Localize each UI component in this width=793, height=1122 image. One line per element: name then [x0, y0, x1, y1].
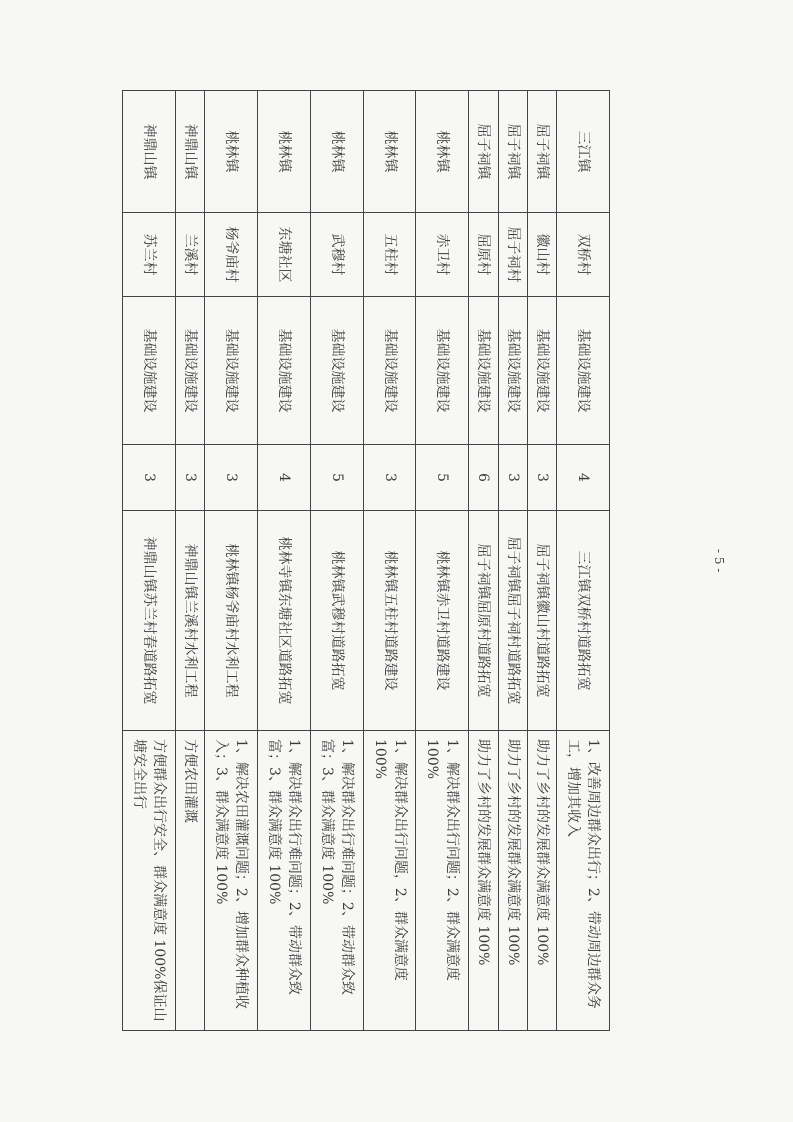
town-cell: 神鼎山镇	[175, 91, 204, 213]
category-cell: 基础设施建设	[363, 297, 416, 445]
town-cell: 神鼎山镇	[123, 91, 176, 213]
town-cell: 屈子祠镇	[498, 91, 527, 213]
project-cell: 桃林寺镇东塘社区道路拓宽	[258, 511, 311, 731]
town-cell: 桃林镇	[416, 91, 469, 213]
table-row	[205, 91, 258, 1031]
village-cell: 双桥村	[557, 213, 610, 297]
benefit-cell: 1、解决农田灌溉问题；2、增加群众种植收入；3、群众满意度 100%	[205, 731, 258, 1031]
table-row	[469, 91, 498, 1031]
category-cell: 基础设施建设	[205, 297, 258, 445]
amount-cell: 3	[123, 445, 176, 511]
benefit-cell: 1、解决群众出行难问题；2、带动群众致富；3、群众满意度 100%	[310, 731, 363, 1031]
town-cell: 桃林镇	[205, 91, 258, 213]
benefit-cell: 助力了乡村的发展群众满意度 100%	[498, 731, 527, 1031]
category-cell: 基础设施建设	[557, 297, 610, 445]
project-cell: 桃林镇赤卫村道路建设	[416, 511, 469, 731]
page-number: - 5 -	[712, 549, 726, 573]
town-cell: 屈子祠镇	[469, 91, 498, 213]
amount-cell: 3	[175, 445, 204, 511]
amount-cell: 3	[205, 445, 258, 511]
project-cell: 桃林镇武穆村道路拓宽	[310, 511, 363, 731]
category-cell: 基础设施建设	[175, 297, 204, 445]
category-cell: 基础设施建设	[416, 297, 469, 445]
project-cell: 屈子祠镇屈原村道路拓宽	[469, 511, 498, 731]
table-row	[123, 91, 176, 1031]
category-cell: 基础设施建设	[310, 297, 363, 445]
amount-cell: 4	[258, 445, 311, 511]
rotated-table-wrapper	[122, 90, 610, 1030]
village-cell: 杨爷庙村	[205, 213, 258, 297]
project-cell: 桃林镇五柱村道路建设	[363, 511, 416, 731]
category-cell: 基础设施建设	[258, 297, 311, 445]
category-cell: 基础设施建设	[469, 297, 498, 445]
table-row	[527, 91, 556, 1031]
project-cell: 桃林镇杨爷庙村水利工程	[205, 511, 258, 731]
benefit-cell: 助力了乡村的发展群众满意度 100%	[469, 731, 498, 1031]
table-row	[175, 91, 204, 1031]
project-cell: 屈子祠镇徽山村道路拓宽	[527, 511, 556, 731]
project-table-body	[123, 91, 610, 1031]
benefit-cell: 方便群众出行安全、群众满意度 100%保证山塘安全出行	[123, 731, 176, 1031]
table-row	[310, 91, 363, 1031]
amount-cell: 3	[363, 445, 416, 511]
project-cell: 神鼎山镇兰溪村水利工程	[175, 511, 204, 731]
project-cell: 三江镇双桥村道路拓宽	[557, 511, 610, 731]
village-cell: 兰溪村	[175, 213, 204, 297]
village-cell: 赤卫村	[416, 213, 469, 297]
table-row	[416, 91, 469, 1031]
benefit-cell: 1、改善周边群众出行；2、带动周边群众务工，增加其收入	[557, 731, 610, 1031]
amount-cell: 3	[527, 445, 556, 511]
amount-cell: 5	[416, 445, 469, 511]
table-row	[498, 91, 527, 1031]
table-row	[557, 91, 610, 1031]
benefit-cell: 1、解决群众出行问题；2、群众满意度 100%	[416, 731, 469, 1031]
project-cell: 神鼎山镇苏兰村春道路拓宽	[123, 511, 176, 731]
town-cell: 桃林镇	[258, 91, 311, 213]
village-cell: 东塘社区	[258, 213, 311, 297]
table-row	[258, 91, 311, 1031]
benefit-cell: 1、解决群众出行问题，2、群众满意度 100%	[363, 731, 416, 1031]
benefit-cell: 1、解决群众出行难问题；2、带动群众致富；3、群众满意度 100%	[258, 731, 311, 1031]
town-cell: 桃林镇	[363, 91, 416, 213]
category-cell: 基础设施建设	[123, 297, 176, 445]
amount-cell: 3	[498, 445, 527, 511]
town-cell: 屈子祠镇	[527, 91, 556, 213]
project-cell: 屈子祠镇屈子祠村道路拓宽	[498, 511, 527, 731]
benefit-cell: 助力了乡村的发展群众满意度 100%	[527, 731, 556, 1031]
amount-cell: 6	[469, 445, 498, 511]
village-cell: 五柱村	[363, 213, 416, 297]
town-cell: 桃林镇	[310, 91, 363, 213]
village-cell: 徽山村	[527, 213, 556, 297]
category-cell: 基础设施建设	[527, 297, 556, 445]
village-cell: 苏兰村	[123, 213, 176, 297]
village-cell: 武穆村	[310, 213, 363, 297]
category-cell: 基础设施建设	[498, 297, 527, 445]
village-cell: 屈子祠村	[498, 213, 527, 297]
village-cell: 屈原村	[469, 213, 498, 297]
project-table	[122, 90, 610, 1031]
amount-cell: 4	[557, 445, 610, 511]
table-row	[363, 91, 416, 1031]
amount-cell: 5	[310, 445, 363, 511]
benefit-cell: 方便农田灌溉	[175, 731, 204, 1031]
town-cell: 三江镇	[557, 91, 610, 213]
